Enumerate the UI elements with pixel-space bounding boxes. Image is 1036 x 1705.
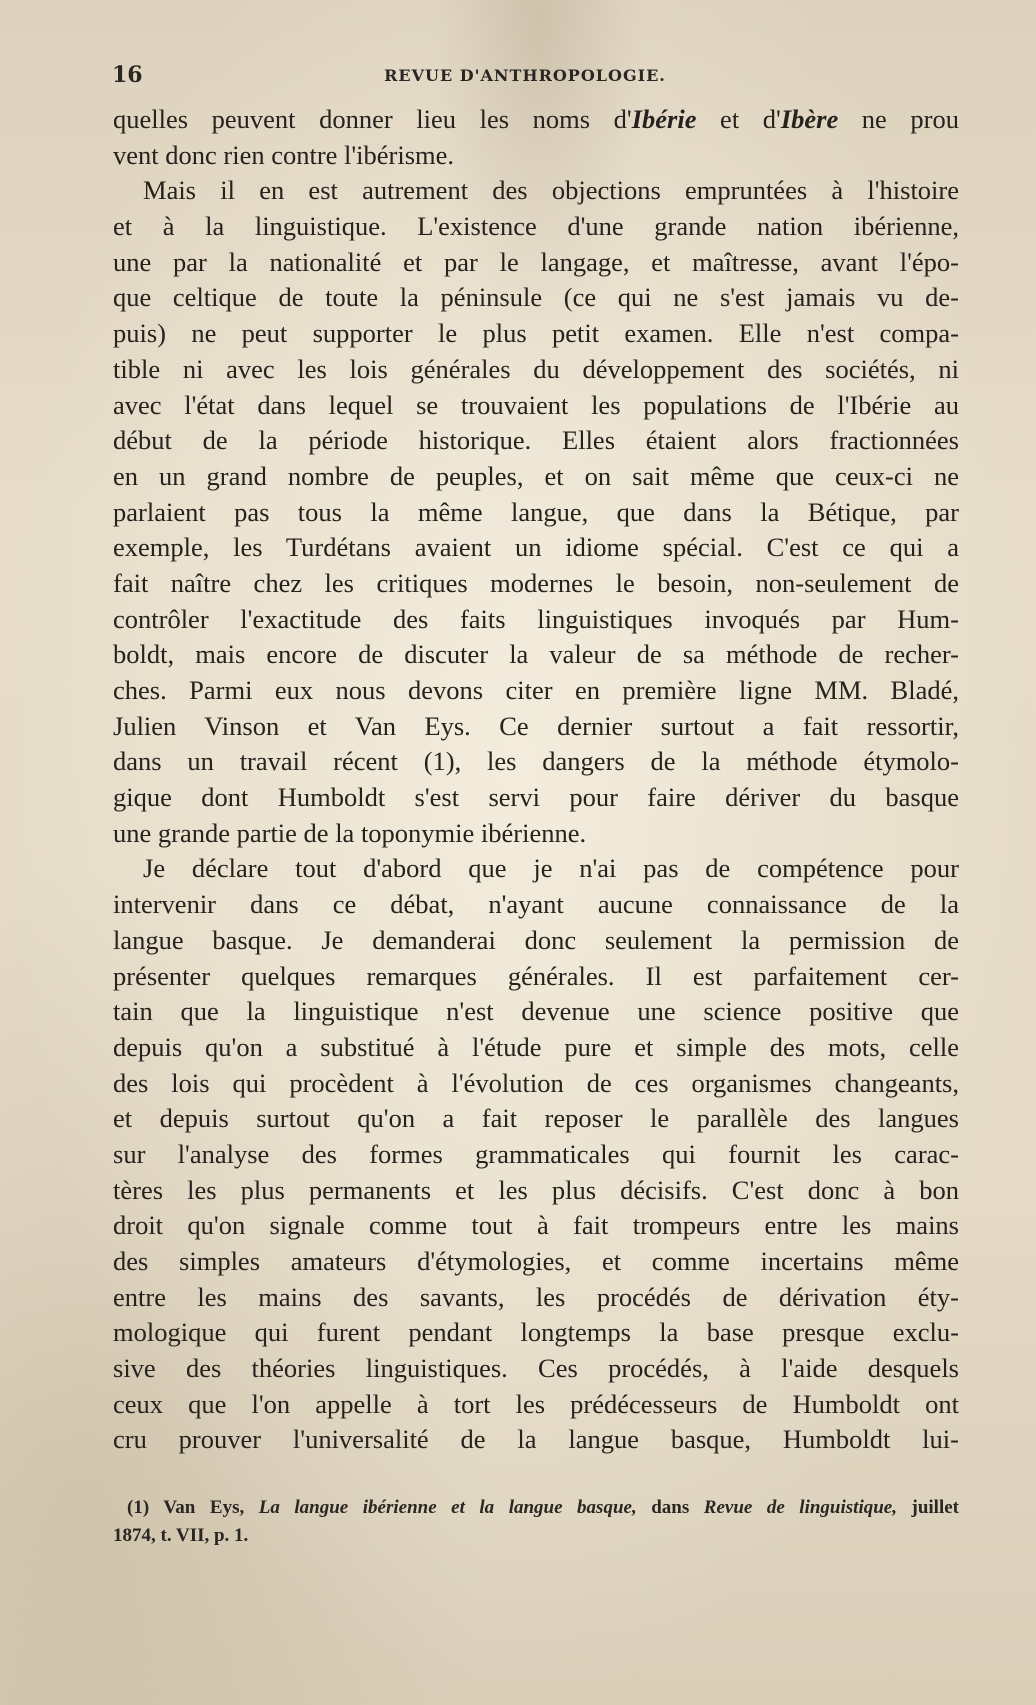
text-line: Julien Vinson et Van Eys. Ce dernier surtout a fait ressortir, bbox=[113, 710, 959, 741]
text-line: mologique qui furent pendant longtemps la base presque exclu- bbox=[113, 1317, 959, 1348]
text-line: ceux que l'on appelle à tort les prédécesseurs de Humboldt ont bbox=[113, 1388, 959, 1419]
text-line: tères les plus permanents et les plus décisifs. C'est donc à bon bbox=[113, 1174, 959, 1205]
text-line: langue basque. Je demanderai donc seulement la permission de bbox=[113, 924, 959, 955]
text-line: fait naître chez les critiques modernes le besoin, non-seulement de bbox=[113, 567, 959, 598]
text-line: tain que la linguistique n'est devenue une science positive que bbox=[113, 996, 959, 1027]
text-line: que celtique de toute la péninsule (ce qui ne s'est jamais vu de- bbox=[113, 282, 959, 313]
text-line: Je déclare tout d'abord que je n'ai pas de compétence pour bbox=[143, 853, 959, 884]
page-number: 16 bbox=[112, 62, 143, 88]
text-line: droit qu'on signale comme tout à fait trompeurs entre les mains bbox=[113, 1210, 959, 1241]
text-line: Mais il en est autrement des objections empruntées à l'histoire bbox=[143, 175, 959, 206]
body-text bbox=[113, 102, 959, 1458]
footnote-line: (1) Van Eys, La langue ibérienne et la langue basque, dans Revue de linguistique, juillet bbox=[127, 1497, 959, 1518]
text-line: début de la période historique. Elles étaient alors fractionnées bbox=[113, 425, 959, 456]
text-line: entre les mains des savants, les procédés de dérivation éty- bbox=[113, 1281, 959, 1312]
text-line: dans un travail récent (1), les dangers de la méthode étymolo- bbox=[113, 746, 959, 777]
text-line: une grande partie de la toponymie ibérienne. bbox=[113, 817, 587, 848]
text-line: une par la nationalité et par le langage, et maîtresse, avant l'épo- bbox=[113, 246, 959, 277]
text-line: intervenir dans ce débat, n'ayant aucune connaissance de la bbox=[113, 889, 959, 920]
footnote bbox=[113, 1494, 959, 1550]
text-line: contrôler l'exactitude des faits linguistiques invoqués par Hum- bbox=[113, 603, 959, 634]
text-line: quelles peuvent donner lieu les noms d'Ibérie et d'Ibère ne prou bbox=[113, 104, 959, 134]
text-line: des lois qui procèdent à l'évolution de ces organismes changeants, bbox=[113, 1067, 959, 1098]
text-line: cru prouver l'universalité de la langue basque, Humboldt lui- bbox=[113, 1424, 959, 1455]
footnote-line: 1874, t. VII, p. 1. bbox=[113, 1525, 249, 1546]
text-line: sur l'analyse des formes grammaticales qui fournit les carac- bbox=[113, 1138, 959, 1169]
page-header bbox=[112, 62, 938, 92]
text-line: des simples amateurs d'étymologies, et comme incertains même bbox=[113, 1246, 959, 1276]
text-line: en un grand nombre de peuples, et on sait même que ceux-ci ne bbox=[113, 460, 959, 491]
running-title: REVUE D'ANTHROPOLOGIE. bbox=[384, 66, 666, 85]
text-line: tible ni avec les lois générales du développement des sociétés, ni bbox=[113, 353, 959, 384]
text-line: depuis qu'on a substitué à l'étude pure et simple des mots, celle bbox=[113, 1031, 959, 1062]
text-line: parlaient pas tous la même langue, que dans la Bétique, par bbox=[113, 496, 959, 527]
text-line: exemple, les Turdétans avaient un idiome spécial. C'est ce qui a bbox=[113, 532, 959, 563]
text-line: avec l'état dans lequel se trouvaient les populations de l'Ibérie au bbox=[113, 389, 959, 420]
text-line: gique dont Humboldt s'est servi pour faire dériver du basque bbox=[113, 782, 959, 813]
text-line: et depuis surtout qu'on a fait reposer le parallèle des langues bbox=[113, 1103, 959, 1134]
text-line: vent donc rien contre l'ibérisme. bbox=[113, 139, 455, 170]
text-line: boldt, mais encore de discuter la valeur de sa méthode de recher- bbox=[113, 639, 959, 670]
text-line: puis) ne peut supporter le plus petit examen. Elle n'est compa- bbox=[113, 318, 959, 349]
text-line: présenter quelques remarques générales. Il est parfaitement cer- bbox=[113, 960, 959, 991]
text-line: sive des théories linguistiques. Ces procédés, à l'aide desquels bbox=[113, 1353, 959, 1384]
text-line: et à la linguistique. L'existence d'une grande nation ibérienne, bbox=[113, 211, 959, 242]
text-line: ches. Parmi eux nous devons citer en première ligne MM. Bladé, bbox=[113, 675, 959, 705]
